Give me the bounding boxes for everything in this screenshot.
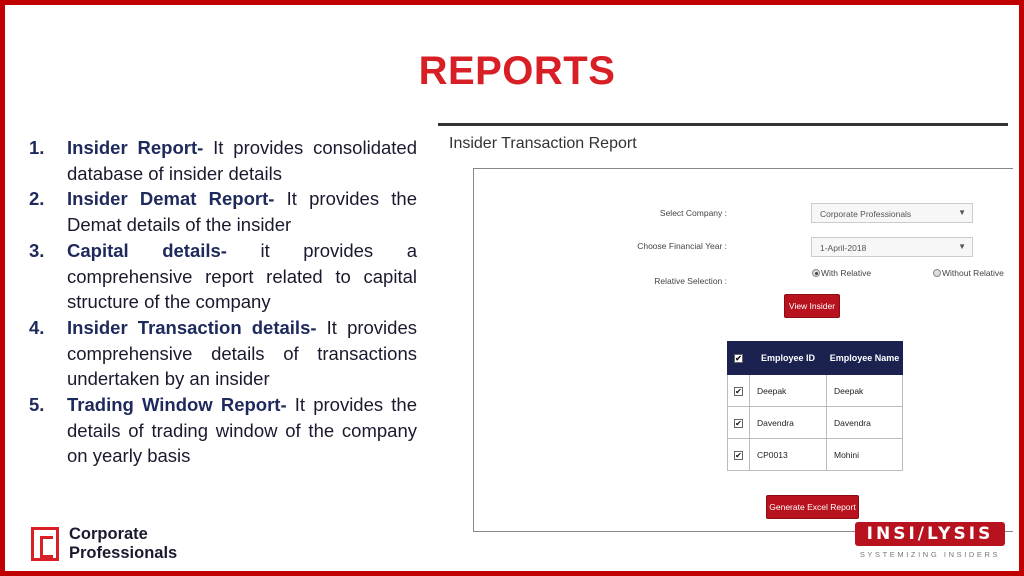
list-text (67, 186, 417, 237)
list-heading: Insider Transaction details- (67, 316, 317, 338)
employee-name-cell: Mohini (827, 439, 903, 471)
relative-selection-label: Relative Selection : (654, 276, 727, 286)
list-text (67, 392, 417, 469)
select-company-label: Select Company : (659, 208, 727, 218)
cp-logo-line2: Professionals (69, 544, 178, 562)
report-title: Insider Transaction Report (449, 135, 637, 152)
table-row (728, 407, 903, 439)
select-company-dropdown[interactable] (811, 203, 973, 223)
slide-title: REPORTS (418, 49, 616, 93)
cp-logo-text (69, 525, 177, 563)
insilysis-logo-name: INSI/LYSIS (855, 522, 1005, 546)
list-number: 1. (29, 137, 45, 158)
insilysis-tagline: SYSTEMIZING INSIDERS (859, 550, 1001, 559)
list-text (67, 135, 417, 186)
without-relative-label: Without Relative (942, 268, 1004, 278)
list-number: 5. (29, 394, 45, 416)
cp-logo-line1: Corporate (69, 525, 148, 543)
list-number: 2. (29, 188, 45, 210)
list-item (29, 392, 417, 469)
radio-selected-icon (812, 269, 820, 277)
table-header-row (728, 342, 903, 375)
list-text (67, 238, 417, 315)
corporate-professionals-logo (31, 525, 177, 563)
row-checkbox[interactable]: ✔ (735, 418, 742, 428)
list-item (29, 186, 417, 237)
list-number: 3. (29, 239, 45, 261)
row-checkbox[interactable]: ✔ (735, 386, 742, 396)
view-insider-button[interactable]: View Insider (784, 294, 840, 318)
table-row (728, 375, 903, 407)
panel-divider (438, 123, 1008, 126)
list-body: It provides the details of trading window of the company on yearly basis (67, 394, 418, 467)
insilysis-logo (855, 522, 1005, 562)
select-all-checkbox[interactable]: ✔ (735, 354, 742, 363)
table-row (728, 439, 903, 471)
list-item (29, 135, 417, 186)
column-header: Employee ID (750, 342, 827, 375)
list-body: It provides comprehensive details of transactions undertaken by an insider (67, 316, 417, 390)
financial-year-label: Choose Financial Year : (637, 241, 727, 251)
generate-excel-report-button[interactable]: Generate Excel Report (766, 495, 859, 519)
row-checkbox[interactable]: ✔ (735, 450, 742, 460)
column-header: Employee Name (827, 342, 903, 375)
list-heading: Insider Demat Report- (67, 188, 275, 210)
row-checkbox-cell (728, 407, 750, 439)
with-relative-label: With Relative (821, 268, 872, 278)
list-body: it provides a comprehensive report related to capital structure of the company (67, 239, 417, 313)
chevron-down-icon: ▼ (958, 242, 966, 251)
employee-id-cell: Davendra (750, 407, 827, 439)
chevron-down-icon: ▼ (958, 208, 966, 217)
list-text (67, 315, 417, 392)
select-all-cell (728, 342, 750, 375)
list-heading: Trading Window Report- (67, 394, 287, 416)
list-heading: Capital details- (67, 239, 227, 261)
financial-year-value: 1-April-2018 (820, 243, 867, 253)
employee-name-cell: Davendra (827, 407, 903, 439)
list-body: It provides the Demat details of the insider (67, 188, 417, 236)
employee-id-cell: Deepak (750, 375, 827, 407)
list-heading: Insider Report- (67, 137, 204, 158)
employee-name-cell: Deepak (827, 375, 903, 407)
list-item (29, 315, 417, 392)
select-company-value: Corporate Professionals (820, 209, 912, 219)
list-number: 4. (29, 316, 45, 338)
insider-table (727, 341, 903, 471)
report-list (29, 135, 417, 469)
financial-year-dropdown[interactable] (811, 237, 973, 257)
employee-id-cell: CP0013 (750, 439, 827, 471)
radio-unselected-icon (933, 269, 941, 277)
row-checkbox-cell (728, 375, 750, 407)
row-checkbox-cell (728, 439, 750, 471)
list-body: It provides consolidated database of insider details (67, 137, 417, 184)
list-item (29, 238, 417, 315)
with-relative-radio[interactable] (812, 268, 871, 278)
without-relative-radio[interactable] (933, 268, 1004, 278)
cp-logo-icon (31, 527, 59, 561)
